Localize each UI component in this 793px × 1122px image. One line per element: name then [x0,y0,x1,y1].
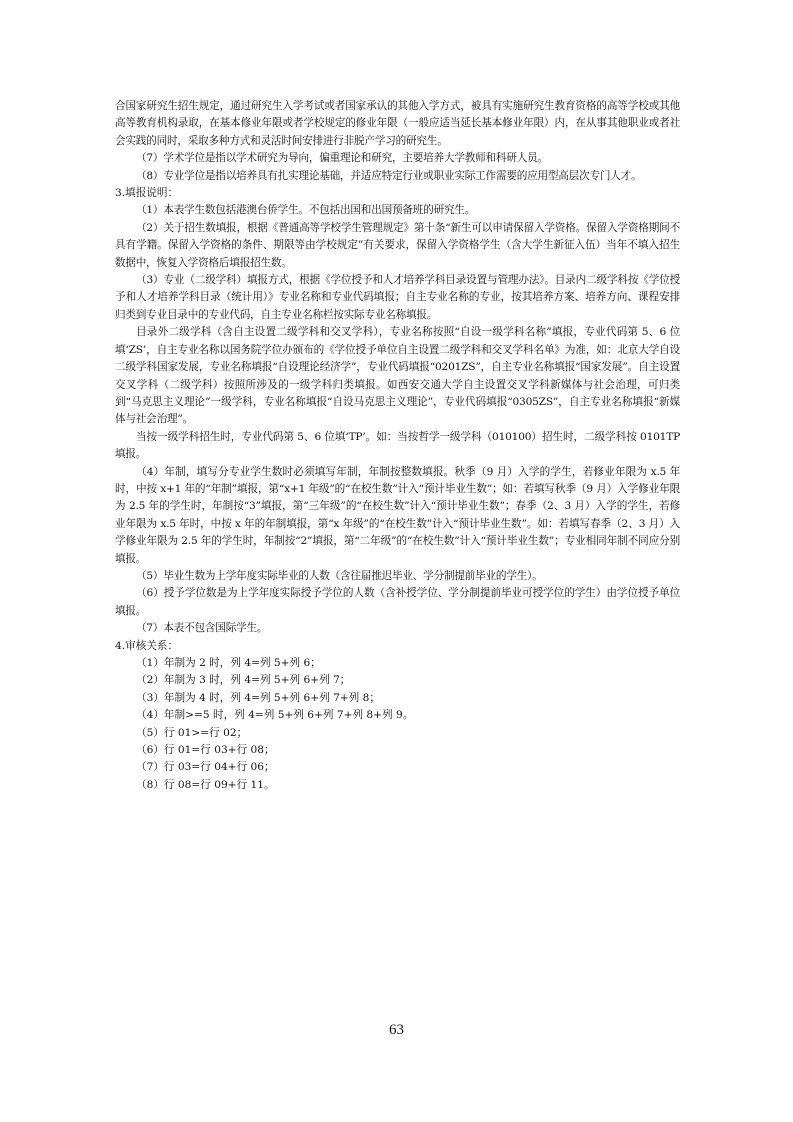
definition-continuation: 合国家研究生招生规定，通过研究生入学考试或者国家承认的其他入学方式，被具有实施研究生教育资格的高等学校或其他高等教育机构录取，在基本修业年限或者学校规定的修业年限（一般应适当延长基本修业年限）内，在从事其他职业或者社会实践的同时，采取多种方式和灵活时间安排进行非脱产学习的研究生。 [115,100,680,147]
instruction-item-1: （1）本表学生数包括港澳台侨学生。不包括出国和出国预备班的研究生。 [136,204,476,217]
audit-rule: （3）年制为 4 时，列 4=列 5+列 6+列 7+列 8； [136,691,380,704]
instruction-item-3: （3）专业（二级学科）填报方式，根据《学位授予和人才培养学科目录设置与管理办法》。目录内二级学科按《学位授予和人才培养学科目录（统计用）》专业名称和专业代码填报；自主专业名称的专业，按其培养方案、培养方向、课程安排归类到专业目录中的专业代码，自主专业名称栏按实际专业名称填报。 [115,274,680,321]
instruction-item-5: （5）毕业生数为上学年度实际毕业的人数（含往届推迟毕业、学分制提前毕业的学生）。 [136,569,543,582]
section-3-title: 3.填报说明： [115,187,179,200]
definition-item-8: （8）专业学位是指以培养具有扎实理论基础，并适应特定行业或职业实际工作需要的应用型高层次专门人才。 [136,169,642,182]
audit-rules-list [115,655,680,794]
instruction-item-3-first-level: 当按一级学科招生时，专业代码第 5、6 位填‘TP’。如：当按哲学一级学科（010100）招生时，二级学科按 0101TP 填报。 [115,430,680,461]
instruction-item-4: （4）年制，填写分专业学生数时必须填写年制，年制按整数填报。秋季（9 月）入学的学生，若修业年限为 x.5 年时，中按 x+1 年的“年制”填报，第“x+1 年级”的“在校生数”计入“预计毕业生数”；如：若填写秋季（9 月）入学修业年限为 2.5 年的学生时，年制按“3”填报，第“三年级”的“在校生数”计入“预计毕业生数”；春季（2、3 月）入学的学生，若修业年限为 x.5 年时，中按 x 年的年制填报，第“x 年级”的“在校生数”计入“预计毕业生数”。如：若填写春季（2、3 月）入学修业年限为 2.5 年的学生时，年制按“2”填报，第“二年级”的“在校生数”计入“预计毕业生数”；专业相同年制不同应分别填报。 [115,465,680,565]
section-4-title: 4.审核关系： [115,639,179,652]
definition-item-7: （7）学术学位是指以学术研究为导向，偏重理论和研究，主要培养大学教师和科研人员。 [136,152,548,165]
audit-rule: （7）行 03=行 04+行 06； [136,761,275,774]
instruction-item-3-extra-disciplines: 目录外二级学科（含自主设置二级学科和交叉学科），专业名称按照“自设一级学科名称”填报，专业代码第 5、6 位填‘ZS’，自主专业名称以国务院学位办颁布的《学位授予单位自主设置二级学科和交叉学科名单》为准，如：北京大学自设二级学科国家发展，专业名称填报“自设理论经济学”，专业代码填报“0201ZS”，自主专业名称填报“国家发展”。自主设置交叉学科（二级学科）按照所涉及的一级学科归类填报。如西安交通大学自主设置交叉学科新媒体与社会治理，可归类到“马克思主义理论”一级学科，专业名称填报“自设马克思主义理论”，专业代码填报“0305ZS”，自主专业名称填报“新媒体与社会治理”。 [115,326,680,426]
audit-rule: （2）年制为 3 时，列 4=列 5+列 6+列 7； [136,674,351,687]
instruction-item-7: （7）本表不包含国际学生。 [136,622,268,635]
audit-rule: （5）行 01>=行 02； [136,726,248,739]
instruction-item-6: （6）授予学位数是为上学年度实际授予学位的人数（含补授学位、学分制提前毕业可授学位的学生）由学位授予单位填报。 [115,587,680,617]
audit-rule: （1）年制为 2 时，列 4=列 5+列 6； [136,657,321,669]
document-body [115,98,680,794]
instruction-item-2: （2）关于招生数填报，根据《普通高等学校学生管理规定》第十条“新生可以申请保留入学资格。保留入学资格期间不具有学籍。保留入学资格的条件、期限等由学校规定”有关要求，保留入学资格学生（含大学生新征入伍）当年不填入招生数据中，恢复入学资格后填报招生数。 [115,221,680,269]
audit-rule: （8）行 08=行 09+行 11。 [136,778,275,791]
audit-rule: （6）行 01=行 03+行 08； [136,744,275,757]
page-number: 63 [389,1022,404,1038]
audit-rule: （4）年制>=5 时，列 4=列 5+列 6+列 7+列 8+列 9。 [136,709,414,722]
